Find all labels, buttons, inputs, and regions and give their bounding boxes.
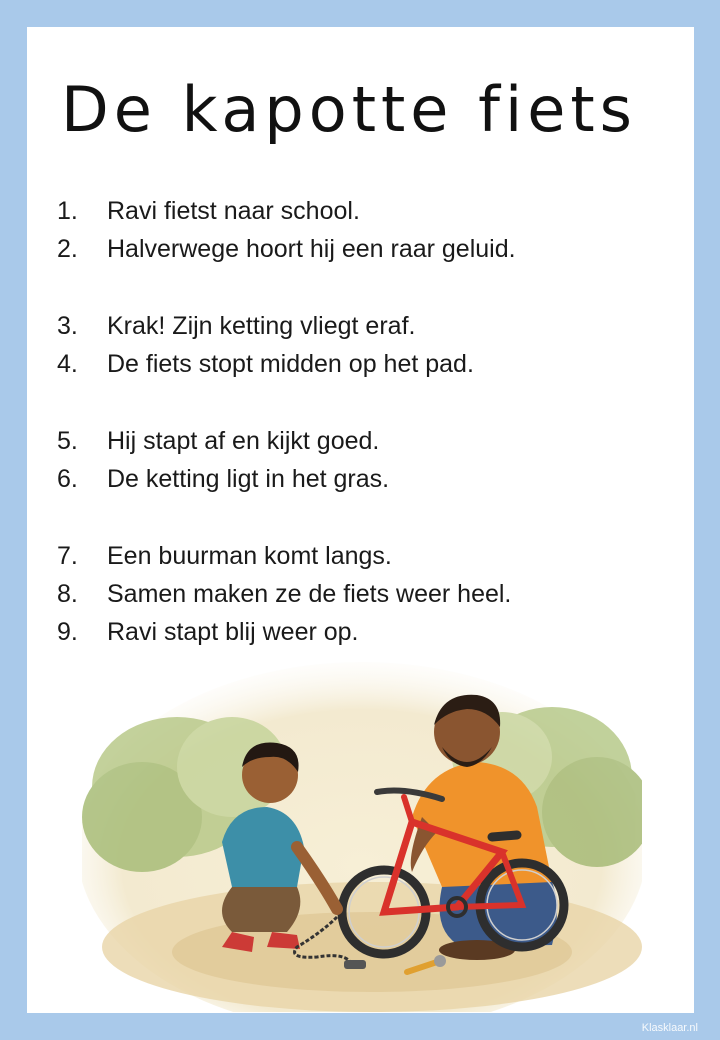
list-item bbox=[57, 422, 677, 460]
item-number: 5. bbox=[57, 427, 78, 455]
item-number: 2. bbox=[57, 235, 78, 263]
chain-clip bbox=[344, 960, 366, 969]
item-text: De ketting ligt in het gras. bbox=[107, 465, 390, 493]
page-title: De kapotte fiets bbox=[61, 73, 637, 146]
item-text: Ravi stapt blij weer op. bbox=[107, 618, 359, 646]
item-text: Hij stapt af en kijkt goed. bbox=[107, 427, 380, 455]
wrench-head bbox=[434, 955, 446, 967]
list-item bbox=[57, 613, 677, 651]
item-number: 4. bbox=[57, 350, 78, 378]
list-item bbox=[57, 537, 677, 575]
list-item bbox=[57, 192, 677, 230]
item-text: Krak! Zijn ketting vliegt eraf. bbox=[107, 312, 416, 340]
worksheet-card bbox=[27, 27, 694, 1013]
item-number: 3. bbox=[57, 312, 78, 340]
item-number: 6. bbox=[57, 465, 78, 493]
item-text: Een buurman komt langs. bbox=[107, 542, 392, 570]
item-number: 8. bbox=[57, 580, 78, 608]
item-text: De fiets stopt midden op het pad. bbox=[107, 350, 474, 378]
list-item bbox=[57, 345, 677, 383]
list-item bbox=[57, 575, 677, 613]
list-item bbox=[57, 230, 677, 268]
item-number: 7. bbox=[57, 542, 78, 570]
item-text: Samen maken ze de fiets weer heel. bbox=[107, 580, 512, 608]
footer-credit: Klasklaar.nl bbox=[641, 1022, 698, 1034]
list-item bbox=[57, 460, 677, 498]
item-text: Ravi fietst naar school. bbox=[107, 197, 360, 225]
bike-repair-illustration bbox=[82, 647, 642, 1012]
story-list bbox=[57, 192, 677, 651]
item-text: Halverwege hoort hij een raar geluid. bbox=[107, 235, 516, 263]
list-item bbox=[57, 307, 677, 345]
item-number: 1. bbox=[57, 197, 78, 225]
item-number: 9. bbox=[57, 618, 78, 646]
